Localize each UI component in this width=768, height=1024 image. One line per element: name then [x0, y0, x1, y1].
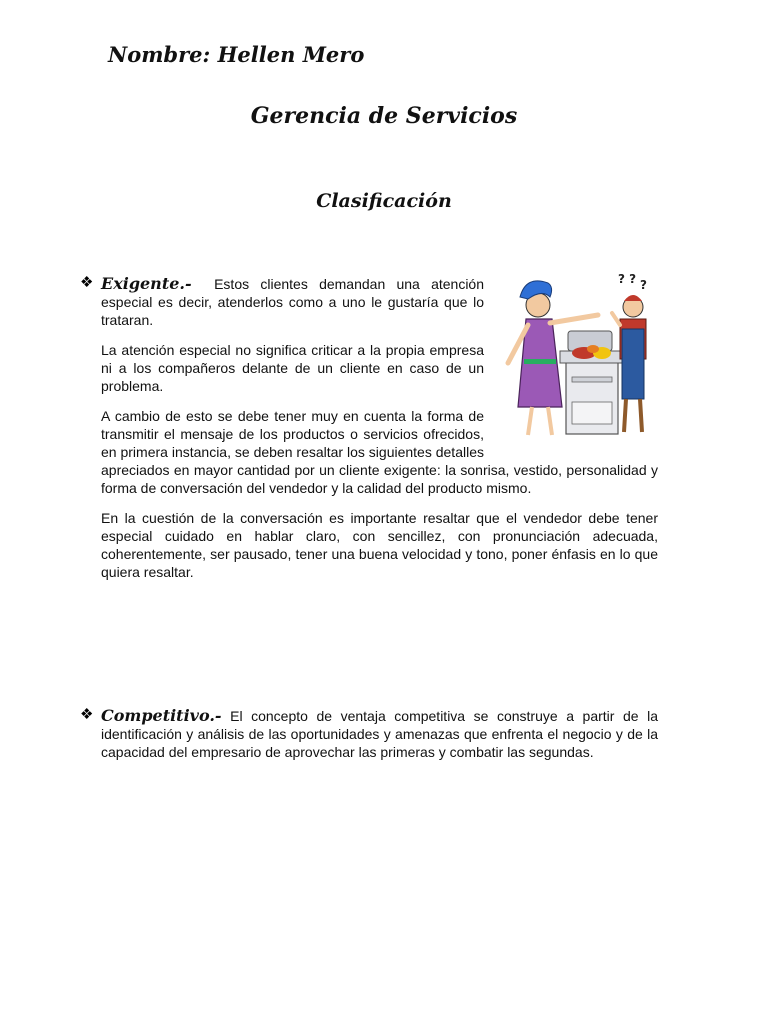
section-exigente — [101, 272, 658, 593]
svg-text:?: ? — [640, 278, 647, 292]
term-exigente: Exigente.- — [101, 274, 192, 293]
paragraph: En la cuestión de la conversación es importante resaltar que el vendedor debe tener especial cuidado en hablar claro, con sencillez, con pronunciación adecuada, coherentemente, ser pausado, tener una buena velocidad y tono, poner énfasis en lo que quiera resaltar. — [101, 510, 658, 580]
section-heading: Clasificación — [316, 190, 452, 212]
term-competitivo: Competitivo.- — [101, 706, 222, 725]
svg-text:? ?: ? ? — [618, 272, 637, 286]
section-lead-text: Estos clientes demandan una atención especial es decir, atenderlos como a uno le gustaría que lo trataran. — [101, 276, 485, 328]
paragraph: La atención especial no significa criticar a la propia empresa ni a los compañeros delante de un cliente en caso de un problema. — [101, 342, 484, 394]
diamond-bullet-icon: ❖ — [80, 274, 94, 291]
section-lead-text: El concepto de ventaja competitiva se construye a partir de la identificación y análisis de las oportunidades y amenazas que enfrenta el negocio y de la capacidad del empresario de aprovechar las primeras y combatir las segundas. — [101, 708, 659, 760]
diamond-bullet-icon: ❖ — [80, 706, 94, 723]
document-title: Gerencia de Servicios — [250, 103, 518, 129]
author-name: Nombre: Hellen Mero — [108, 42, 365, 67]
customer-complaint-illustration — [498, 267, 658, 447]
section-competitivo — [101, 707, 658, 773]
paragraph: A cambio de esto se debe tener muy en cuenta la forma de transmitir el mensaje de los productos o servicios ofrecidos, en primera instancia, se deben resaltar los siguientes detalles apreciados en mayor cantidad por un cliente exigente: la sonrisa, vestido, personalidad y forma de conversación del vendedor y la calidad del producto mismo. — [101, 408, 658, 496]
